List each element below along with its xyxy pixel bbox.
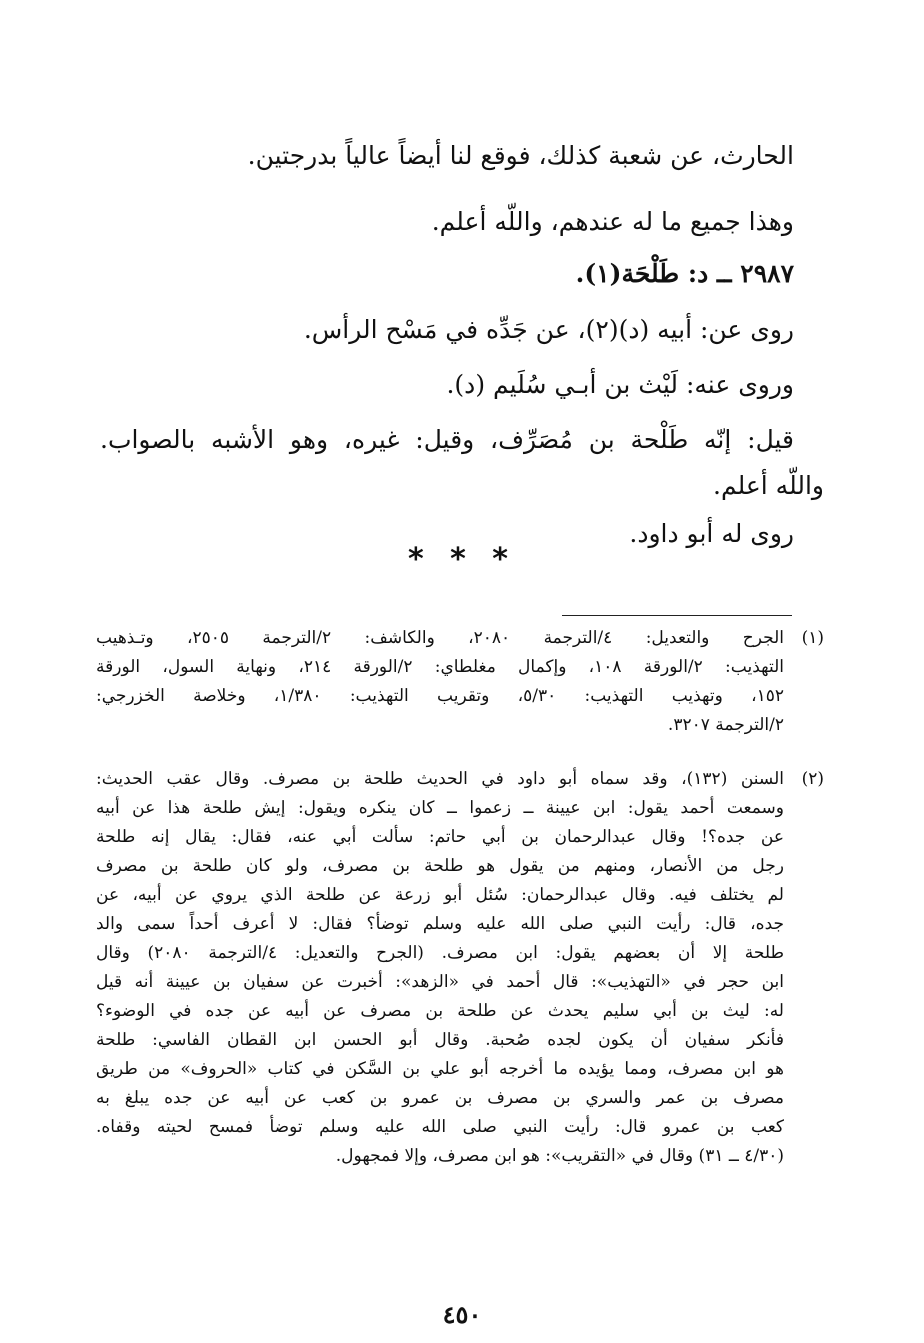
footnote-line: طلحة إلا أن بعضهم يقول: ابن مصرف. (الجرح والتعديل: ٤/الترجمة ٢٠٨٠) وقال	[96, 943, 784, 963]
footnote-line: رجل من الأنصار، ومنهم من يقول هو طلحة بن مصرف، ولو كان طلحة بن مصرف	[96, 856, 784, 876]
entry-heading: ٢٩٨٧ ــ د: طَلْحَة(١).	[575, 259, 794, 288]
footnote-line: ١٥٢، وتهذيب التهذيب: ٥/٣٠، وتقريب التهذيب: ١/٣٨٠، وخلاصة الخزرجي:	[96, 686, 784, 706]
footnote-line: له: ليث بن أبي سليم يحدث عن طلحة بن مصرف عن أبيه عن جده في الوضوء؟	[96, 1001, 784, 1021]
footnote-line: التهذيب: ٢/الورقة ١٠٨، وإكمال مغلطاي: ٢/الورقة ٢١٤، ونهاية السول، الورقة	[96, 657, 784, 677]
footnote-number: (١)	[801, 628, 824, 648]
footnote-line: جده، قال: رأيت النبي صلى الله عليه وسلم توضأ؟ فقال: لا أعرف أحداً سمى والد	[96, 914, 784, 934]
text-line: الحارث، عن شعبة كذلك، فوقع لنا أيضاً عالياً بدرجتين.	[247, 141, 794, 170]
footnote-line: كعب بن عمرو قال: رأيت النبي صلى الله عليه وسلم توضأ فمسح لحيته وقفاه.	[96, 1117, 784, 1137]
footnote-line: هو ابن مصرف، ومما يؤيده ما أخرجه أبو علي بن السَّكن في كتاب «الحروف» من طريق	[96, 1059, 784, 1079]
footnote-body	[96, 624, 784, 740]
text-line: وروى عنه: لَيْث بن أبـي سُلَيم (د).	[446, 370, 794, 399]
text-line: قيل: إنّه طَلْحة بن مُصَرِّف، وقيل: غيره، وهو الأشبه بالصواب.	[100, 425, 794, 454]
footnote-1	[96, 624, 824, 740]
text-line: واللّه أعلم.	[713, 471, 824, 500]
text-line: وهذا جميع ما له عندهم، واللّه أعلم.	[431, 207, 794, 236]
text-line: روى عن: أبيه (د)(٢)، عن جَدِّه في مَسْح الرأس.	[303, 315, 794, 344]
footnote-line: السنن (١٣٢)، وقد سماه أبو داود في الحديث طلحة بن مصرف. وقال عقب الحديث:	[96, 769, 784, 789]
footnote-line: ٢/الترجمة ٣٢٠٧.	[667, 715, 784, 735]
footnote-line: وسمعت أحمد يقول: ابن عيينة ــ زعموا ــ كان ينكره ويقول: إيش طلحة هذا عن أبيه	[96, 798, 784, 818]
footnote-line: عن جده؟! وقال عبدالرحمان بن أبي حاتم: سألت أبي عنه، فقال: يقال إنه طلحة	[96, 827, 784, 847]
footnote-line: مصرف بن عمر والسري بن مصرف بن عمرو بن كعب عن أبيه عن جده يبلغ به	[96, 1088, 784, 1108]
footnote-number: (٢)	[801, 769, 824, 789]
footnote-rule	[562, 615, 792, 616]
footnote-line: الجرح والتعديل: ٤/الترجمة ٢٠٨٠، والكاشف: ٢/الترجمة ٢٥٠٥، وتـذهيب	[96, 628, 785, 648]
footnote-body	[96, 765, 784, 1171]
footnote-line: فأنكر سفيان أن يكون لجده صُحبة. وقال أبو الحسن ابن القطان الفاسي: طلحة	[96, 1030, 784, 1050]
footnote-line: (٤/٣٠ ــ ٣١) وقال في «التقريب»: هو ابن مصرف، وإلا فمجهول.	[335, 1146, 784, 1166]
footnote-line: ابن حجر في «التهذيب»: قال أحمد في «الزهد»: أخبرت عن سفيان بن عيينة أنه قيل	[96, 972, 784, 992]
footnote-line: لم يختلف فيه. وقال عبدالرحمان: سُئل أبو زرعة عن طلحة الذي يروي عن أبيه، عن	[96, 885, 784, 905]
footnote-2	[96, 765, 824, 1171]
page-number: ٤٥٠	[442, 1300, 482, 1329]
text-line: روى له أبو داود.	[629, 519, 794, 548]
section-separator: * * *	[408, 542, 516, 577]
